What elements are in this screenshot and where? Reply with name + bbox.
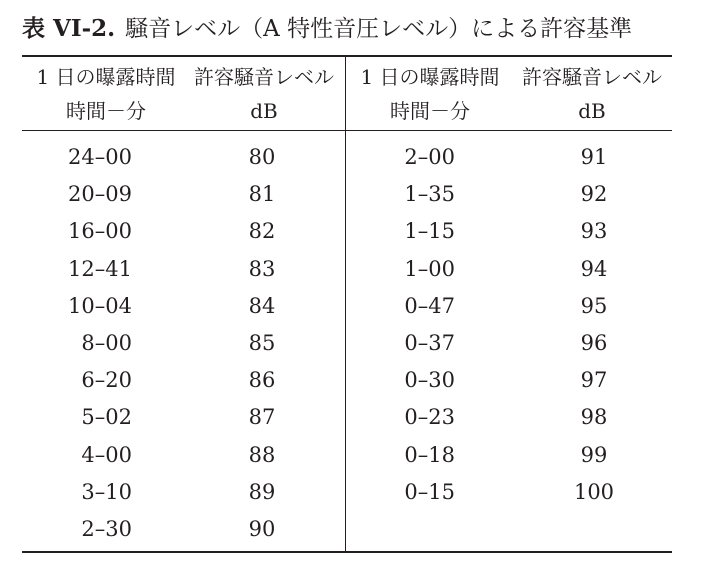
time-header-line2: 時間－分 (66, 99, 146, 123)
time-cell: 5–02 (81, 405, 132, 430)
level-cell: 95 (580, 293, 608, 318)
level-cell: 96 (580, 330, 608, 355)
time-cell: 4–00 (81, 442, 132, 467)
left-time-column (40, 139, 132, 548)
time-cell: 0–47 (404, 293, 455, 318)
level-cell: 93 (580, 219, 608, 244)
time-cell: 1–15 (404, 219, 455, 244)
left-level-header (186, 60, 342, 128)
time-cell: 24–00 (68, 145, 132, 169)
time-cell: 0–15 (404, 479, 455, 504)
level-cell: 100 (573, 479, 615, 504)
bottom-rule (22, 551, 672, 553)
level-header-line2: dB (578, 99, 606, 123)
level-cell: 92 (580, 182, 608, 207)
left-level-column (222, 139, 302, 548)
table-title: 騒音レベル（A 特性音圧レベル）による許容基準 (125, 16, 633, 42)
time-cell: 0–37 (404, 330, 455, 355)
header-rule (22, 130, 672, 131)
level-header-line1: 許容騒音レベル (194, 65, 334, 89)
time-cell: 12–41 (68, 256, 132, 281)
level-cell: 87 (248, 405, 276, 430)
level-header-line1: 許容騒音レベル (522, 65, 662, 89)
left-time-header (26, 60, 186, 128)
level-cell: 86 (248, 368, 276, 393)
level-cell: 84 (248, 293, 276, 318)
column-divider (345, 57, 346, 551)
right-time-column (365, 139, 455, 511)
time-header-line1: 1 日の曝露時間 (360, 65, 500, 89)
level-header-line2: dB (250, 99, 278, 123)
level-cell: 88 (248, 442, 276, 467)
time-cell: 16–00 (68, 219, 132, 244)
level-cell: 89 (248, 479, 276, 504)
time-cell: 20–09 (68, 182, 132, 207)
time-cell: 8–00 (81, 330, 132, 355)
level-cell: 83 (248, 256, 276, 281)
time-header-line1: 1 日の曝露時間 (36, 65, 176, 89)
level-cell: 98 (580, 405, 608, 430)
level-cell: 80 (248, 145, 276, 169)
level-cell: 97 (580, 368, 608, 393)
time-cell: 3–10 (81, 479, 132, 504)
time-cell: 0–18 (404, 442, 455, 467)
time-cell: 2–00 (404, 145, 455, 169)
time-cell: 1–00 (404, 256, 455, 281)
table-caption (22, 12, 632, 46)
time-cell: 0–23 (404, 405, 455, 430)
time-cell: 0–30 (404, 368, 455, 393)
right-level-header (512, 60, 672, 128)
time-cell: 6–20 (81, 368, 132, 393)
right-level-column (552, 139, 636, 511)
level-cell: 85 (248, 330, 276, 355)
level-cell: 90 (248, 516, 276, 541)
table-number: 表 VI-2. (22, 15, 116, 42)
level-cell: 99 (580, 442, 608, 467)
top-rule (22, 55, 672, 57)
time-cell: 2–30 (81, 516, 132, 541)
time-header-line2: 時間－分 (390, 99, 470, 123)
level-cell: 94 (580, 256, 608, 281)
level-cell: 82 (248, 219, 276, 244)
right-time-header (350, 60, 510, 128)
time-cell: 10–04 (68, 293, 132, 318)
time-cell: 1–35 (404, 182, 455, 207)
level-cell: 91 (580, 145, 608, 169)
level-cell: 81 (248, 182, 276, 207)
